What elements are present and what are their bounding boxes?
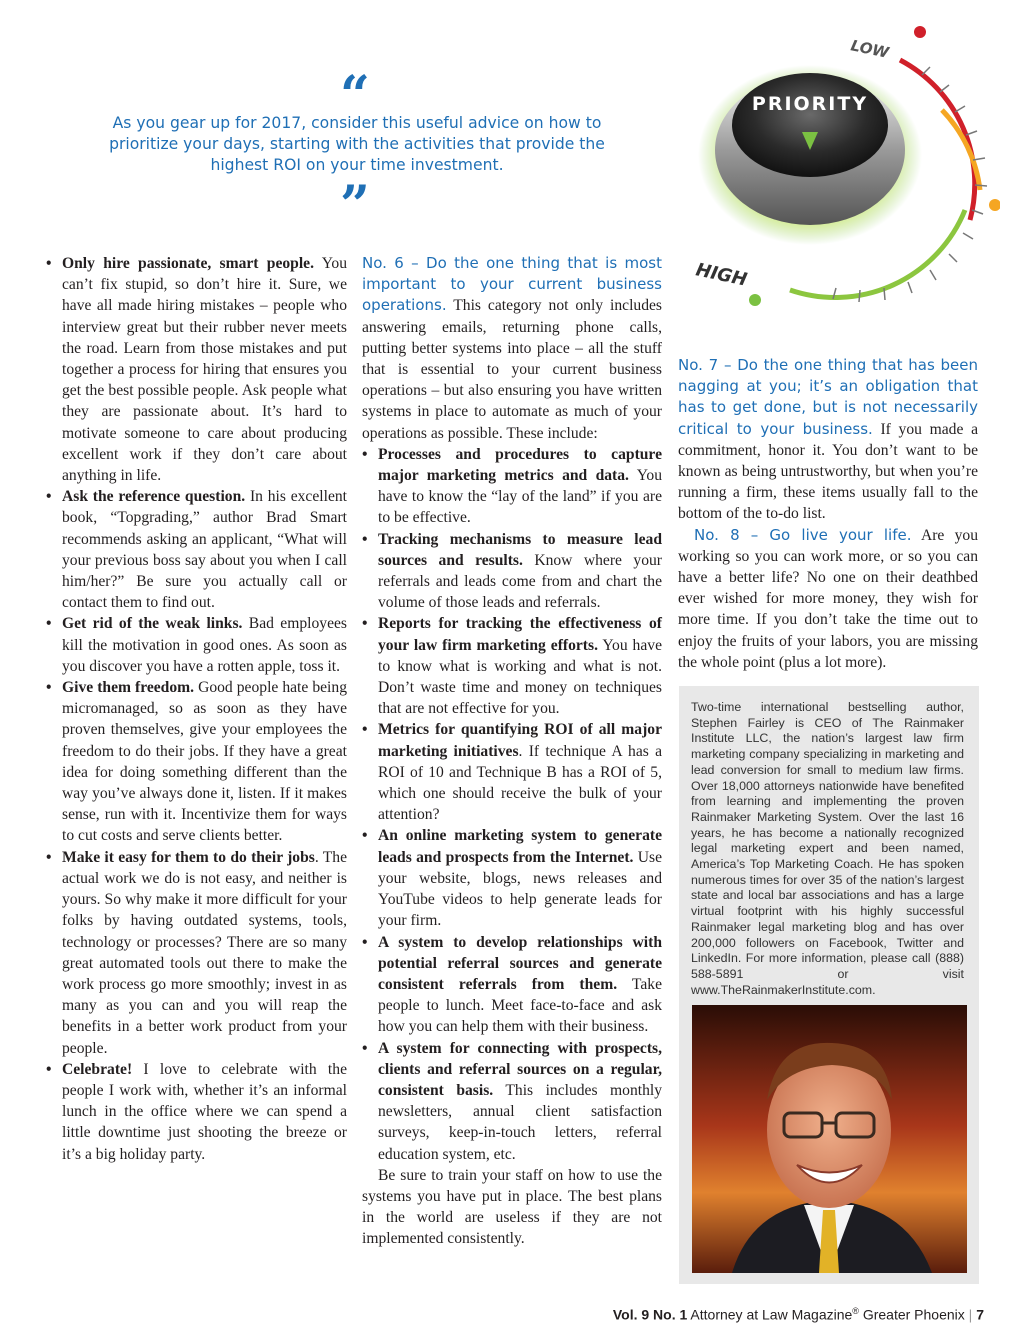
list-item: • Give them freedom. Good people hate being micromanaged, so as soon as they have proven themselves, give your employees the freedom to do their jobs. If they have a great idea for doing something different than the way you’ve always done it, listen. If it makes sense, run with it. Incentivize them for ways to cut costs and serve clients better. (46, 677, 347, 847)
close-quote-mark: ” (340, 175, 370, 236)
footer-separator: | (968, 1306, 973, 1323)
dial-priority-label: PRIORITY (751, 93, 869, 115)
list-item: • A system for connecting with prospects, clients and referral sources on a regular, consistent basis. This includes monthly newsletters, annual client satisfaction surveys, keep-in-touch letters, referral education system, etc. (362, 1038, 662, 1165)
list-item: • A system to develop relationships with potential referral sources and generate consistent referrals from them. Take people to lunch. Meet face-to-face and ask how you can help them with their business. (362, 932, 662, 1038)
footer-edition: Greater Phoenix (858, 1306, 969, 1323)
section-6-paragraph: No. 6 – Do the one thing that is most important to your current business operations. This category not only includes answering emails, returning phone calls, putting better systems into place – all the stuff that is essential to your current business operations – but also ensuring you have written systems in place to automate as much of your operations as possible. These include: (362, 254, 662, 442)
priority-dial-illustration (660, 20, 1000, 330)
section-8-paragraph: No. 8 – Go live your life. Are you working so you can work more, or so you can have a better life? No one on their deathbed ever wished for more money, they wish for more time. If you don’t take the time out to enjoy the fruits of your labors, you are missing the whole point (plus a lot more). (678, 525, 979, 671)
author-photo (692, 1005, 967, 1273)
list-item: • Only hire passionate, smart people. You can’t fix stupid, so don’t hire it. Sure, we have all made hiring mistakes – people who interview great but their rubber never meets the road. Learn from those mistakes and put together a process for hiring that ensures you get the best possible people. Ask people what they are passionate about. It’s hard to motivate someone to care about producing excellent work if they don’t care about anything in life. (46, 253, 347, 486)
footer-page-number: 7 (972, 1306, 984, 1323)
footer-registered-mark: ® (852, 1306, 859, 1316)
footer-magazine: Attorney at Law Magazine (687, 1306, 853, 1323)
dial-low-indicator (914, 26, 926, 38)
col1-bullet-list (46, 253, 347, 1165)
list-item: • Make it easy for them to do their jobs. The actual work we do is not easy, and neither is yours. So why make it more difficult for your folks by having outdated systems, tools, technology or processes? There are so many great automated tools out there to make the work process go more smoothly; invest in as many as you can and you will reap the benefits in a better work product from your people. (46, 847, 347, 1059)
col2-closing-paragraph: Be sure to train your staff on how to use the systems you have put in place. The best plans in the world are useless if they are not implemented consistently. (362, 1166, 662, 1248)
dial-mid-indicator (989, 199, 1000, 211)
list-item: • Metrics for quantifying ROI of all major marketing initiatives. If technique A has a ROI of 10 and Technique B has a ROI of 5, which one should receive the bulk of your attention? (362, 719, 662, 825)
column-3 (678, 355, 978, 673)
list-item: • An online marketing system to generate leads and prospects from the Internet. Use your website, blogs, news releases and YouTube videos to help generate leads for your firm. (362, 825, 662, 931)
open-quote-mark: “ (340, 65, 370, 126)
list-item: • Get rid of the weak links. Bad employees kill the motivation in good ones. As soon as you discover you have a rotten apple, toss it. (46, 613, 347, 677)
section-8-heading: No. 8 – Go live your life. (694, 525, 912, 544)
section-7-heading: No. 7 – Do the one thing that has been nagging at you; it’s an obligation that has to get done, but is not necessarily critical to your business. (678, 356, 978, 438)
dial-high-label: HIGH (693, 259, 749, 291)
dial-knob-top (732, 73, 888, 177)
author-bio-text: Two-time international bestselling author, Stephen Fairley is CEO of The Rainmaker Institute LLC, the nation’s largest law firm marketing company specializing in marketing and lead conversion for small to medium law firms. Over 18,000 attorneys nationwide have benefited from learning and implementing the proven Rainmaker Marketing System. Over the last 16 years, he has become a nationally recognized legal marketing expert and been named, America’s Top Marketing Coach. He has spoken numerous times for over 35 of the nation’s largest state and local bar associations and has a large virtual footprint with his highly successful Rainmaker legal marketing blog and has over 200,000 followers on Facebook, Twitter and LinkedIn. For more information, please call (888) 588-5891 or visit www.TheRainmakerInstitute.com. (691, 700, 964, 997)
list-item: • Ask the reference question. In his excellent book, “Topgrading,” author Brad Smart recommends asking an applicant, “What will your previous boss say about you when I call him/her?” Be sure you actually call or contact them to find out. (46, 486, 347, 613)
list-item: • Celebrate! I love to celebrate with the people I work with, whether it’s an informal lunch in the office where we can spend a little downtime just shooting the breeze or it’s a big holiday party. (46, 1059, 347, 1165)
section-7-paragraph: No. 7 – Do the one thing that has been nagging at you; it’s an obligation that has to get done, but is not necessarily critical to your business. If you made a commitment, honor it. You don’t want to be known as being untrustworthy, but when you’re running a firm, these items usually fall to the bottom of the to-do list. (678, 356, 978, 523)
col2-bullet-list (362, 444, 662, 1165)
dial-low-label: LOW (849, 36, 891, 62)
column-1 (46, 253, 347, 1165)
list-item: • Reports for tracking the effectiveness of your law firm marketing efforts. You have to know what is working and what is not. Don’t waste time and money on techniques that are not effective for you. (362, 613, 662, 719)
section-6-heading: No. 6 – Do the one thing that is most important to your current business operations. (362, 254, 662, 315)
footer-issue: Vol. 9 No. 1 (612, 1306, 688, 1323)
dial-high-indicator (749, 294, 761, 306)
list-item: • Processes and procedures to capture major marketing metrics and data. You have to know the “lay of the land” if you are to be effective. (362, 444, 662, 529)
list-item: • Tracking mechanisms to measure lead sources and results. Know where your referrals and leads come from and chart the volume of those leads and referrals. (362, 529, 662, 614)
page-footer (613, 1306, 984, 1323)
column-2 (362, 253, 662, 1250)
pull-quote: As you gear up for 2017, consider this useful advice on how to prioritize your days, starting with the activities that provide the highest ROI on your time investment. (109, 114, 605, 174)
